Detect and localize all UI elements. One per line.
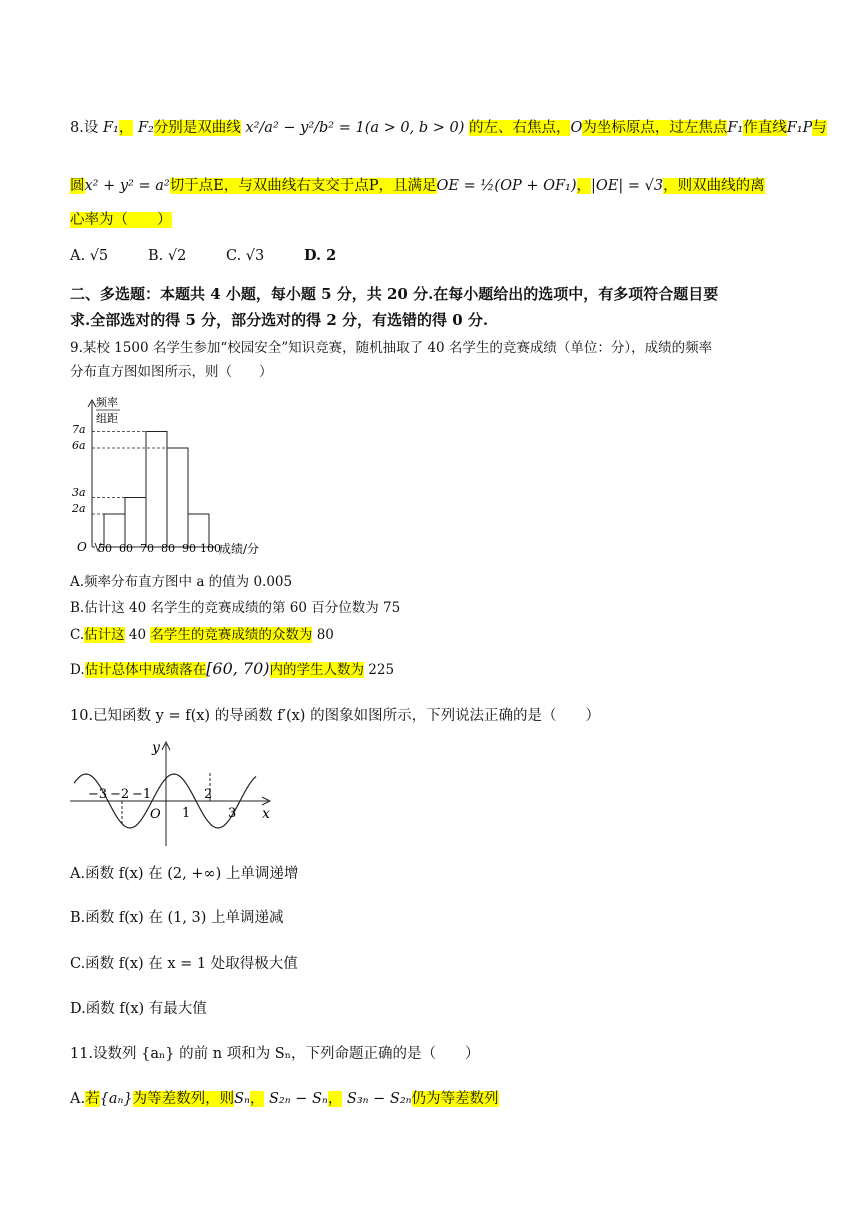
q8-option-a: A. √5 <box>70 248 109 264</box>
q8-number: 8. <box>70 120 84 136</box>
histogram-bar <box>146 432 167 548</box>
vector-equation: OE = ½(OP + OF₁) <box>436 178 577 194</box>
q11-line-1: 11.设数列 {aₙ} 的前 n 项和为 Sₙ，下列命题正确的是（ ） <box>70 1046 480 1062</box>
graph-tick-3: 3 <box>228 806 237 821</box>
hist-ytick-7a: 7a <box>72 423 86 436</box>
q10-option-d: D.函数 f(x) 有最大值 <box>70 1001 207 1017</box>
q8-option-c: C. √3 <box>226 248 265 264</box>
histogram <box>70 392 290 564</box>
hyperbola-equation: x²/a² − y²/b² = 1(a > 0, b > 0) <box>245 120 465 136</box>
hist-origin: O <box>77 540 87 554</box>
q8-line-3: 心率为（ ） <box>70 212 172 228</box>
graph-y-label: y <box>152 740 160 756</box>
hist-xtick-50: 50 <box>98 542 112 555</box>
hist-ytick-6a: 6a <box>72 439 86 452</box>
q9-option-a: A.频率分布直方图中 a 的值为 0.005 <box>70 574 293 590</box>
q8-line-1: 8.设 F₁， F₂分别是双曲线 x²/a² − y²/b² = 1(a > 0, b > 0) 的左、右焦点，O为坐标原点，过左焦点F₁作直线F₁P与 <box>70 120 827 136</box>
hist-xtick-70: 70 <box>140 542 154 555</box>
graph-x-label: x <box>262 806 270 822</box>
histogram-bars <box>92 432 209 548</box>
hist-ytick-2a: 2a <box>72 502 86 515</box>
q10-option-c: C.函数 f(x) 在 x = 1 处取得极大值 <box>70 956 298 972</box>
q8-options <box>70 246 336 266</box>
hist-xtick-100: 100 <box>200 542 221 555</box>
hist-xlabel: 成绩/分 <box>219 542 260 556</box>
hist-xtick-90: 90 <box>182 542 196 555</box>
histogram-bar <box>167 448 188 547</box>
q9-line-2: 分布直方图如图所示，则（ ） <box>70 364 273 380</box>
graph-tick-minus3: −3 <box>88 787 108 802</box>
section2-line-2: 求.全部选对的得 5 分，部分选对的得 2 分，有选错的得 0 分. <box>70 311 489 329</box>
graph-tick-1: 1 <box>182 806 191 821</box>
hist-ylabel-bottom: 组距 <box>96 412 118 425</box>
norm-equation: |OE| = √3 <box>591 178 664 194</box>
q10-option-a: A.函数 f(x) 在 (2, +∞) 上单调递增 <box>70 866 299 882</box>
graph-origin: O <box>150 807 161 822</box>
hist-ytick-3a: 3a <box>72 486 86 499</box>
q8-option-d: D. 2 <box>304 247 337 264</box>
q10-option-b: B.函数 f(x) 在 (1, 3) 上单调递减 <box>70 910 284 926</box>
hist-xtick-60: 60 <box>119 542 133 555</box>
histogram-bar <box>125 498 146 548</box>
q9-option-c: C.估计这 40 名学生的竞赛成绩的众数为 80 <box>70 627 334 643</box>
graph-tick-minus1: −1 <box>132 787 152 802</box>
q9-option-b: B.估计这 40 名学生的竞赛成绩的第 60 百分位数为 75 <box>70 600 401 616</box>
circle-equation: x² + y² = a² <box>84 178 170 194</box>
q9-option-d: D.估计总体中成绩落在[60, 70)内的学生人数为 225 <box>70 659 395 678</box>
q8-option-b: B. √2 <box>148 248 187 264</box>
derivative-graph <box>68 738 288 850</box>
graph-tick-2: 2 <box>204 787 213 802</box>
section2-line-1: 二、多选题：本题共 4 小题，每小题 5 分，共 20 分.在每小题给出的选项中，有多项符合题目要 <box>70 285 719 303</box>
hist-ylabel-top: 频率 <box>96 396 118 409</box>
graph-tick-minus2: −2 <box>110 787 130 802</box>
q11-option-a: A.若{aₙ}为等差数列，则Sₙ， S₂ₙ − Sₙ， S₃ₙ − S₂ₙ仍为等差数列 <box>70 1091 499 1107</box>
q9-line-1: 9.某校 1500 名学生参加“校园安全”知识竞赛，随机抽取了 40 名学生的竞赛成绩（单位：分），成绩的频率 <box>70 340 713 356</box>
q10-line-1: 10.已知函数 y = f(x) 的导函数 f′(x) 的图象如图所示，下列说法正确的是（ ） <box>70 708 601 724</box>
q8-line-2: 圆x² + y² = a²切于点E，与双曲线右支交于点P，且满足OE = ½(OP + OF₁)，|OE| = √3，则双曲线的离 <box>70 178 765 194</box>
hist-xtick-80: 80 <box>161 542 175 555</box>
